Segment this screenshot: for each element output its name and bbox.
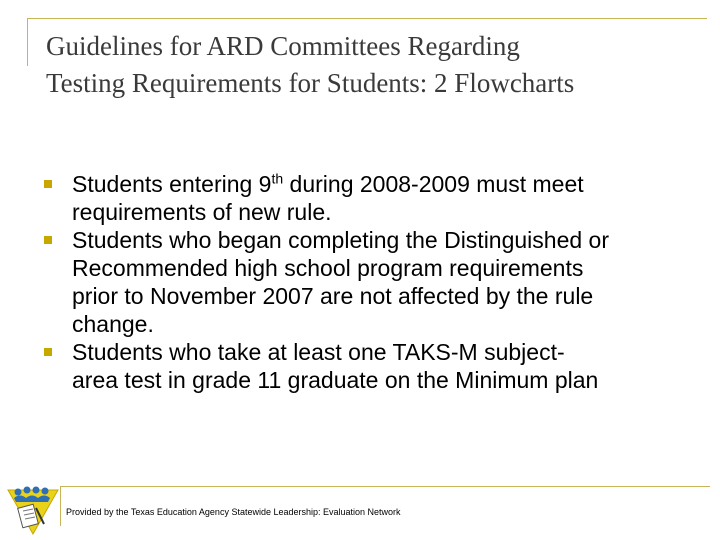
bullet-2-line-3: prior to November 2007 are not affected by the rule bbox=[72, 283, 594, 309]
bullet-list bbox=[44, 170, 694, 394]
evaluation-network-logo bbox=[6, 484, 60, 538]
bullet-2-line-1: Students who began completing the Distinguished or bbox=[72, 227, 610, 253]
square-bullet-icon bbox=[44, 180, 52, 188]
bullet-item-2 bbox=[44, 226, 694, 338]
bullet-1-text-pre: Students entering 9 bbox=[72, 171, 272, 197]
title-frame-left bbox=[27, 18, 28, 66]
bullet-2-line-4: change. bbox=[72, 311, 154, 337]
bullet-1-line-2: requirements of new rule. bbox=[72, 199, 332, 225]
title-line-2: Testing Requirements for Students: 2 Flowcharts bbox=[46, 68, 575, 98]
bullet-item-1 bbox=[44, 170, 694, 226]
bullet-2-line-2: Recommended high school program requirements bbox=[72, 255, 584, 281]
footer-credit: Provided by the Texas Education Agency Statewide Leadership: Evaluation Network bbox=[66, 507, 401, 517]
title-line-1: Guidelines for ARD Committees Regarding bbox=[46, 31, 520, 61]
title-frame-top bbox=[27, 18, 707, 19]
bullet-1-superscript: th bbox=[271, 170, 284, 187]
bullet-3-line-1: Students who take at least one TAKS-M subject- bbox=[72, 339, 565, 365]
square-bullet-icon bbox=[44, 348, 52, 356]
slide-title bbox=[46, 28, 686, 102]
bullet-1-text-post: during 2008-2009 must meet bbox=[283, 171, 584, 197]
bullet-1-line-1 bbox=[72, 170, 694, 198]
footer-divider-vertical bbox=[60, 486, 61, 526]
bullet-3-line-2: area test in grade 11 graduate on the Minimum plan bbox=[72, 367, 599, 393]
square-bullet-icon bbox=[44, 236, 52, 244]
bullet-item-3 bbox=[44, 338, 694, 394]
footer-divider bbox=[60, 486, 710, 487]
